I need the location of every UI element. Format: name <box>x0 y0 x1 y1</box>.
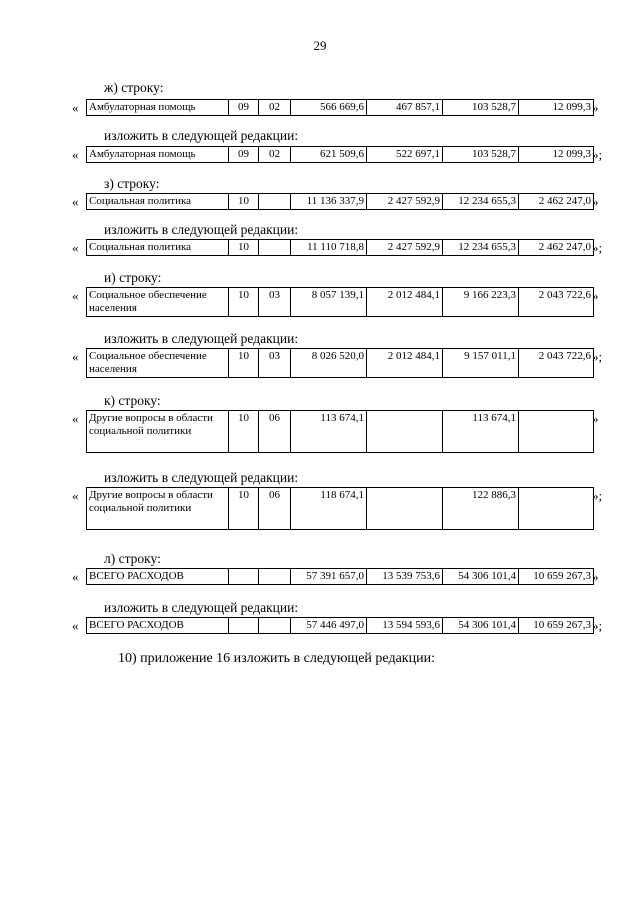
row-name: Амбулаторная помощь <box>87 100 229 116</box>
value-col-1: 11 110 718,8 <box>291 240 367 256</box>
open-quote: « <box>72 100 79 115</box>
close-quote: » <box>592 194 599 209</box>
value-col-2: 2 012 484,1 <box>367 349 443 378</box>
subsection-code <box>259 240 291 256</box>
section-code: 10 <box>229 349 259 378</box>
value-col-2: 2 427 592,9 <box>367 194 443 210</box>
subsection-code: 06 <box>259 411 291 453</box>
value-col-1: 57 391 657,0 <box>291 569 367 585</box>
value-col-3: 54 306 101,4 <box>443 618 519 634</box>
row-name: Социальное обеспечение населения <box>87 288 229 317</box>
row-name: Социальная политика <box>87 240 229 256</box>
section-code: 10 <box>229 288 259 317</box>
close-quote: »; <box>592 240 603 255</box>
value-col-4: 12 099,3 <box>519 147 594 163</box>
section-code <box>229 569 259 585</box>
budget-table <box>86 239 594 256</box>
value-col-2 <box>367 411 443 453</box>
block-heading: изложить в следующей редакции: <box>104 600 299 615</box>
subsection-code: 06 <box>259 488 291 530</box>
value-col-4: 10 659 267,3 <box>519 569 594 585</box>
section-code: 10 <box>229 411 259 453</box>
close-quote: »; <box>592 349 603 364</box>
value-col-3: 9 166 223,3 <box>443 288 519 317</box>
block-heading: изложить в следующей редакции: <box>104 222 299 237</box>
row-name: ВСЕГО РАСХОДОВ <box>87 569 229 585</box>
open-quote: « <box>72 569 79 584</box>
value-col-2: 2 012 484,1 <box>367 288 443 317</box>
value-col-4: 12 099,3 <box>519 100 594 116</box>
close-quote: »; <box>592 147 603 162</box>
row-name: Другие вопросы в области социальной политики <box>87 488 229 530</box>
block-heading: ж) строку: <box>104 80 164 95</box>
open-quote: « <box>72 288 79 303</box>
subsection-code <box>259 194 291 210</box>
section-code <box>229 618 259 634</box>
page-number: 29 <box>313 38 327 53</box>
block-heading: изложить в следующей редакции: <box>104 128 299 143</box>
budget-table <box>86 617 594 634</box>
budget-table <box>86 193 594 210</box>
value-col-4: 2 462 247,0 <box>519 194 594 210</box>
value-col-2: 522 697,1 <box>367 147 443 163</box>
subsection-code <box>259 618 291 634</box>
section-code: 10 <box>229 194 259 210</box>
open-quote: « <box>72 618 79 633</box>
value-col-4: 2 043 722,6 <box>519 349 594 378</box>
value-col-1: 8 026 520,0 <box>291 349 367 378</box>
next-item-paragraph: 10) приложение 16 изложить в следующей редакции: <box>118 651 435 666</box>
value-col-1: 621 509,6 <box>291 147 367 163</box>
close-quote: »; <box>592 618 603 633</box>
value-col-1: 57 446 497,0 <box>291 618 367 634</box>
budget-table <box>86 146 594 163</box>
value-col-2 <box>367 488 443 530</box>
value-col-3: 103 528,7 <box>443 100 519 116</box>
budget-table <box>86 487 594 530</box>
close-quote: » <box>592 100 599 115</box>
block-heading: к) строку: <box>104 393 161 408</box>
subsection-code: 02 <box>259 100 291 116</box>
value-col-1: 113 674,1 <box>291 411 367 453</box>
value-col-2: 13 594 593,6 <box>367 618 443 634</box>
row-name: ВСЕГО РАСХОДОВ <box>87 618 229 634</box>
block-heading: и) строку: <box>104 270 162 285</box>
value-col-3: 122 886,3 <box>443 488 519 530</box>
block-heading: з) строку: <box>104 176 160 191</box>
open-quote: « <box>72 411 79 426</box>
close-quote: » <box>592 569 599 584</box>
value-col-3: 54 306 101,4 <box>443 569 519 585</box>
value-col-3: 12 234 655,3 <box>443 194 519 210</box>
open-quote: « <box>72 194 79 209</box>
row-name: Другие вопросы в области социальной политики <box>87 411 229 453</box>
subsection-code <box>259 569 291 585</box>
open-quote: « <box>72 488 79 503</box>
budget-table <box>86 99 594 116</box>
budget-table <box>86 348 594 378</box>
open-quote: « <box>72 240 79 255</box>
value-col-2: 2 427 592,9 <box>367 240 443 256</box>
value-col-1: 11 136 337,9 <box>291 194 367 210</box>
block-heading: л) строку: <box>104 551 161 566</box>
value-col-1: 8 057 139,1 <box>291 288 367 317</box>
budget-table <box>86 287 594 317</box>
budget-table <box>86 410 594 453</box>
value-col-4: 10 659 267,3 <box>519 618 594 634</box>
subsection-code: 03 <box>259 349 291 378</box>
subsection-code: 03 <box>259 288 291 317</box>
value-col-2: 467 857,1 <box>367 100 443 116</box>
block-heading: изложить в следующей редакции: <box>104 470 299 485</box>
section-code: 10 <box>229 240 259 256</box>
block-heading: изложить в следующей редакции: <box>104 331 299 346</box>
open-quote: « <box>72 349 79 364</box>
value-col-2: 13 539 753,6 <box>367 569 443 585</box>
subsection-code: 02 <box>259 147 291 163</box>
close-quote: »; <box>592 488 603 503</box>
value-col-3: 12 234 655,3 <box>443 240 519 256</box>
close-quote: » <box>592 288 599 303</box>
value-col-3: 9 157 011,1 <box>443 349 519 378</box>
row-name: Социальная политика <box>87 194 229 210</box>
row-name: Социальное обеспечение населения <box>87 349 229 378</box>
budget-table <box>86 568 594 585</box>
row-name: Амбулаторная помощь <box>87 147 229 163</box>
value-col-4 <box>519 411 594 453</box>
section-code: 09 <box>229 100 259 116</box>
value-col-4 <box>519 488 594 530</box>
value-col-4: 2 043 722,6 <box>519 288 594 317</box>
section-code: 09 <box>229 147 259 163</box>
value-col-3: 113 674,1 <box>443 411 519 453</box>
value-col-4: 2 462 247,0 <box>519 240 594 256</box>
value-col-3: 103 528,7 <box>443 147 519 163</box>
section-code: 10 <box>229 488 259 530</box>
open-quote: « <box>72 147 79 162</box>
value-col-1: 118 674,1 <box>291 488 367 530</box>
value-col-1: 566 669,6 <box>291 100 367 116</box>
close-quote: » <box>592 411 599 426</box>
